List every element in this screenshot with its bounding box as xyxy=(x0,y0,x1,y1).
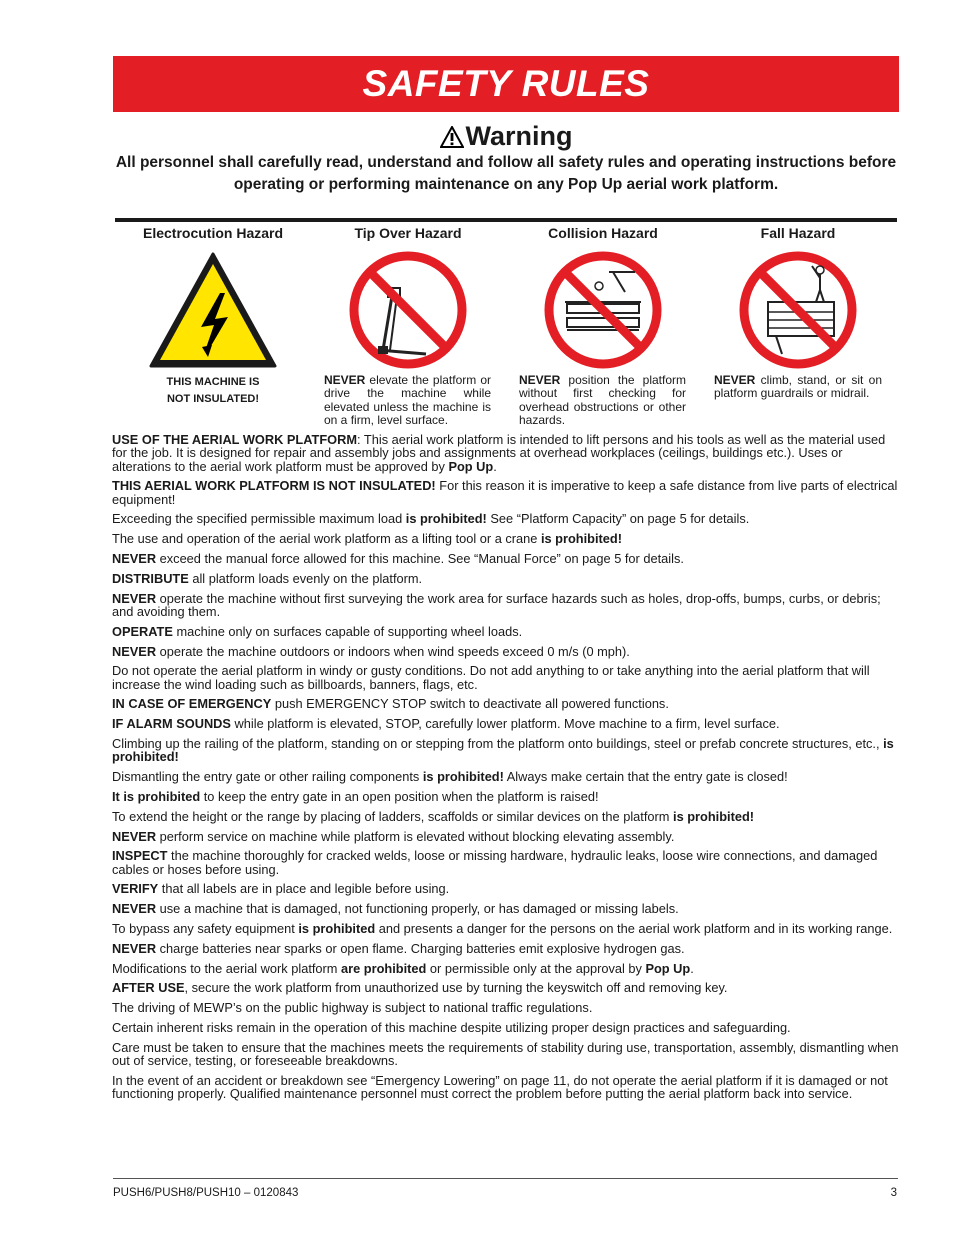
hazard-electrocution xyxy=(115,224,311,372)
rule-emphasis: Pop Up xyxy=(448,458,494,474)
warning-triangle-icon xyxy=(440,126,464,148)
rule-text: push EMERGENCY STOP switch to deactivate all powered functions. xyxy=(271,696,669,712)
rule-emphasis: is prohibited! xyxy=(422,769,504,785)
rule-text: operate the machine outdoors or indoors when wind speeds exceed 0 m/s (0 mph). xyxy=(156,643,630,659)
safety-rule xyxy=(112,1001,902,1014)
safety-rule xyxy=(112,625,902,638)
safety-rule xyxy=(112,849,902,876)
rule-emphasis: NEVER xyxy=(112,590,157,606)
collision-lead: NEVER xyxy=(519,373,561,387)
page-title: SAFETY RULES xyxy=(362,63,650,104)
safety-rule xyxy=(112,770,902,783)
rule-text: To bypass any safety equipment xyxy=(112,921,299,937)
rule-text: Do not operate the aerial platform in windy or gusty conditions. Do not add anything to or take anything into the aerial platform that will increase the wind loading such as billboards, banners, flags, etc. xyxy=(112,663,870,692)
rule-emphasis: INSPECT xyxy=(112,848,168,864)
safety-rule xyxy=(112,512,902,525)
tip-over-prohibition-sign-icon xyxy=(348,250,468,370)
collision-prohibition-sign-icon xyxy=(543,250,663,370)
rule-text: exceed the manual force allowed for this machine. See “Manual Force” on page 5 for details. xyxy=(156,551,684,567)
fall-lead: NEVER xyxy=(714,373,756,387)
rule-emphasis: It is prohibited xyxy=(112,788,201,804)
rule-text: Modifications to the aerial work platform xyxy=(112,960,342,976)
section-divider xyxy=(115,218,897,222)
safety-rule xyxy=(112,552,902,565)
tip-over-lead: NEVER xyxy=(324,373,366,387)
rule-emphasis: DISTRIBUTE xyxy=(112,570,189,586)
collision-text xyxy=(519,374,686,427)
rule-emphasis: IF ALARM SOUNDS xyxy=(112,716,231,732)
hazard-title: Electrocution Hazard xyxy=(142,225,284,241)
rule-emphasis: NEVER xyxy=(112,901,157,917)
rule-text: the machine thoroughly for cracked welds, loose or missing hardware, hydraulic leaks, loose wire connections, and damaged cables or hoses before using. xyxy=(112,848,878,877)
tip-over-desc: elevate the platform or drive the machine while elevated unless the machine is on a firm, level surface. xyxy=(324,373,491,427)
rule-emphasis: USE OF THE AERIAL WORK PLATFORM xyxy=(112,432,358,447)
rule-text: to keep the entry gate in an open position when the platform is raised! xyxy=(200,788,599,804)
safety-rule xyxy=(112,717,902,730)
safety-rule xyxy=(112,942,902,955)
rule-text: use a machine that is damaged, not functioning properly, or has damaged or missing labels. xyxy=(156,901,679,917)
rule-emphasis: IN CASE OF EMERGENCY xyxy=(112,696,272,712)
rule-text: Exceeding the specified permissible maximum load xyxy=(112,511,406,527)
hazard-title: Fall Hazard xyxy=(760,225,836,241)
rule-text: Climbing up the railing of the platform, standing on or stepping from the platform onto buildings, steel or prefab concrete structures, etc., xyxy=(112,736,884,752)
safety-rule xyxy=(112,532,902,545)
rule-emphasis: is prohibited! xyxy=(540,531,622,547)
safety-rule xyxy=(112,810,902,823)
safety-rule xyxy=(112,737,902,764)
safety-rule xyxy=(112,433,902,473)
rule-emphasis: THIS AERIAL WORK PLATFORM IS NOT INSULATED! xyxy=(112,478,436,494)
fall-desc: climb, stand, or sit on platform guardrails or midrail. xyxy=(714,373,882,401)
rule-emphasis: OPERATE xyxy=(112,623,173,639)
rule-text: that all labels are in place and legible before using. xyxy=(158,881,450,897)
safety-rule xyxy=(112,479,902,506)
rule-emphasis: is prohibited xyxy=(298,921,376,937)
rule-emphasis: is prohibited! xyxy=(673,808,755,824)
hazard-title: Tip Over Hazard xyxy=(354,225,462,241)
safety-rules-list xyxy=(112,433,902,1107)
safety-rule xyxy=(112,981,902,994)
rule-text: Certain inherent risks remain in the operation of this machine despite utilizing proper design practices and safeguarding. xyxy=(112,1020,791,1035)
rule-text: In the event of an accident or breakdown see “Emergency Lowering” on page 11, do not operate the aerial platform if it is damaged or not functioning properly. Qualified maintenance personnel must correct the problem before putting the aerial platform back into service. xyxy=(112,1072,888,1102)
rule-text: . xyxy=(493,458,497,474)
electrocution-warning-sign-icon xyxy=(148,251,278,369)
safety-rule xyxy=(112,882,902,895)
safety-rule xyxy=(112,592,902,619)
hazard-title: Collision Hazard xyxy=(548,225,658,241)
page-number: 3 xyxy=(890,1187,897,1199)
rule-text: and presents a danger for the persons on the aerial work platform and in its working range. xyxy=(375,921,893,937)
fall-text xyxy=(714,374,882,401)
title-banner xyxy=(113,56,899,112)
safety-rule xyxy=(112,790,902,803)
rule-text: : This aerial work platform is intended to lift persons and his tools as well as the material used for the job. It is designed for repair and assembly jobs and assignments at overhead workplaces (ceilings, buildings etc.). Uses or alterations to the aerial work platform must be approved by xyxy=(112,432,886,474)
warning-heading xyxy=(113,121,899,152)
rule-emphasis: is prohibited! xyxy=(405,511,487,527)
rule-text: or permissible only at the approval by xyxy=(426,960,646,976)
rule-text: machine only on surfaces capable of supporting wheel loads. xyxy=(172,623,523,639)
hazard-collision xyxy=(505,224,701,372)
rule-emphasis: is prohibited! xyxy=(112,736,894,765)
rule-text: The use and operation of the aerial work platform as a lifting tool or a crane xyxy=(112,531,541,547)
footer-model: PUSH6/PUSH8/PUSH10 – 0120843 xyxy=(113,1187,299,1199)
rule-text: For this reason it is imperative to keep a safe distance from live parts of electrical equipment! xyxy=(112,478,898,507)
rule-emphasis: VERIFY xyxy=(112,881,159,897)
safety-rule xyxy=(112,664,902,691)
safety-rule xyxy=(112,1041,902,1068)
safety-rule xyxy=(112,645,902,658)
fall-prohibition-sign-icon xyxy=(738,250,858,370)
rule-emphasis: Pop Up xyxy=(645,960,691,976)
warning-heading-text: Warning xyxy=(465,121,573,151)
safety-rule xyxy=(112,697,902,710)
rule-emphasis: AFTER USE xyxy=(112,980,185,996)
rule-emphasis: NEVER xyxy=(112,828,157,844)
rule-emphasis: NEVER xyxy=(112,643,157,659)
rule-emphasis: are prohibited xyxy=(341,960,427,976)
not-insulated-line1: THIS MACHINE IS xyxy=(166,376,260,388)
rule-text: while platform is elevated, STOP, carefully lower platform. Move machine to a firm, level surface. xyxy=(230,716,780,732)
footer-divider xyxy=(113,1178,898,1179)
safety-rule xyxy=(112,1021,902,1034)
not-insulated-line2: NOT INSULATED! xyxy=(166,393,260,405)
rule-text: Care must be taken to ensure that the machines meets the requirements of stability during use, transportation, assembly, dismantling when out of service, testing, or foreseeable breakdowns. xyxy=(112,1039,899,1069)
rule-text: all platform loads evenly on the platform. xyxy=(188,570,423,586)
safety-rule xyxy=(112,902,902,915)
warning-intro: All personnel shall carefully read, understand and follow all safety rules and operating instructions before operating or performing maintenance on any Pop Up aerial work platform. xyxy=(115,154,897,193)
rule-text: charge batteries near sparks or open flame. Charging batteries emit explosive hydrogen gas. xyxy=(156,940,685,956)
safety-rule xyxy=(112,830,902,843)
rule-emphasis: NEVER xyxy=(112,940,157,956)
hazard-tip-over xyxy=(310,224,506,372)
safety-rule xyxy=(112,572,902,585)
collision-desc: position the platform without first checking for overhead obstructions or other hazards. xyxy=(519,373,686,427)
safety-rule xyxy=(112,1074,902,1101)
safety-rule xyxy=(112,962,902,975)
rule-text: Always make certain that the entry gate is closed! xyxy=(503,769,788,785)
rule-text: The driving of MEWP’s on the public highway is subject to national traffic regulations. xyxy=(112,1000,593,1016)
rule-text: See “Platform Capacity” on page 5 for details. xyxy=(486,511,750,527)
rule-text: , secure the work platform from unauthorized use by turning the keyswitch off and removing key. xyxy=(184,980,728,996)
rule-emphasis: NEVER xyxy=(112,551,157,567)
rule-text: operate the machine without first surveying the work area for surface hazards such as holes, drop-offs, bumps, curbs, or debris; and avoiding them. xyxy=(112,590,881,619)
rule-text: perform service on machine while platform is elevated without blocking elevating assembly. xyxy=(156,828,675,844)
safety-rule xyxy=(112,922,902,935)
tip-over-text xyxy=(324,374,491,427)
hazard-fall xyxy=(700,224,896,372)
rule-text: To extend the height or the range by placing of ladders, scaffolds or similar devices on the platform xyxy=(112,808,674,824)
not-insulated-note xyxy=(115,374,311,408)
rule-text: Dismantling the entry gate or other railing components xyxy=(112,769,423,785)
rule-text: . xyxy=(690,960,694,976)
